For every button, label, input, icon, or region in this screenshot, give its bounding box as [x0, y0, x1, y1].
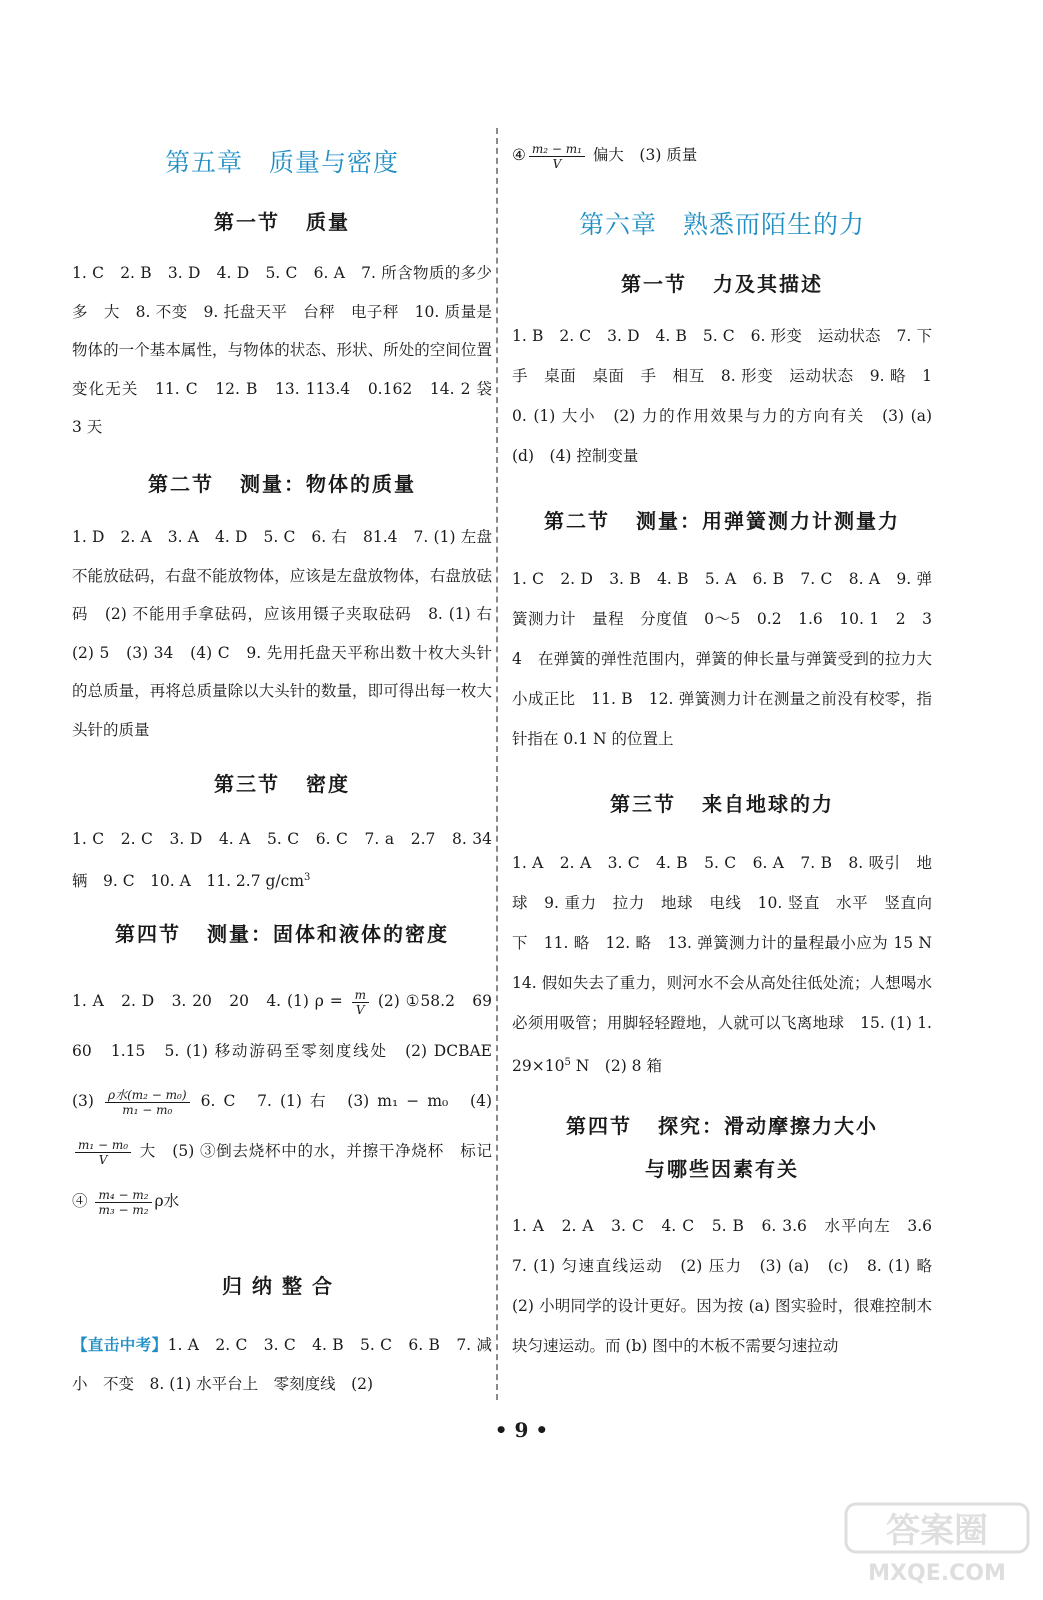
chapter-5-title: 第五章 质量与密度	[164, 148, 399, 177]
watermark-top-text: 答案圈	[886, 1511, 988, 1551]
section-answers: 1. B 2. C 3. D 4. B 5. C 6. 形变 运动状态 7. 下 手 桌面 桌面 手 相互 8. 形变 运动状态 9. 略 10. (1) 大小 (2) 力的作用效果与力的方向有关 (3) (a) (d) (4) 控制变量	[512, 327, 948, 465]
column-divider	[496, 128, 498, 1400]
page-number: • 9 •	[494, 1418, 549, 1442]
watermark-logo	[842, 1498, 1032, 1588]
summary-heading: 归纳整合	[222, 1274, 342, 1298]
fraction: $\frac{\text{m₄ − m₂}}{\text{m₃ − m₂}}$	[95, 1188, 151, 1217]
section-heading-line2: 与哪些因素有关	[645, 1157, 799, 1181]
fraction: $\frac{\text{m₁ − m₀}}{V}$	[75, 1138, 131, 1167]
watermark-bottom-text: MXQE.COM	[868, 1561, 1006, 1586]
chapter-6-title: 第六章 熟悉而陌生的力	[578, 210, 865, 239]
section-heading: 第四节 测量：固体和液体的密度	[115, 922, 449, 946]
section-heading: 第四节 探究：滑动摩擦力大小	[566, 1114, 878, 1138]
fraction: $\frac{\text{ρ水(m₂ − m₀)}}{\text{m₁ − m₀}}$	[105, 1088, 189, 1117]
section-answers: 1. A 2. A 3. C 4. C 5. B 6. 3.6 水平向左 3.6 7. (1) 匀速直线运动 (2) 压力 (3) (a) (c) 8. (1) 略 (2) 小明同学的设计更好。因为按 (a) 图实验时，很难控制木块匀速运动。而 (b) 图中的木板不需要匀速拉动	[512, 1217, 948, 1355]
fraction: $\frac{\text{m₂ − m₁}}{V}$	[529, 142, 585, 171]
section-answers: 1. A 2. D 3. 20 20 4. (1) ρ = $\frac{m}{V}$ (2) ①58.2 69 60 1.15 5. (1) 移动游码至零刻度线处 (2) DCBAE (3) $\frac{\text{ρ水(m₂ − m₀)}}{\text{m₁ − m₀}}$ 6. C 7. (1) 右 (3) m₁ − m₀ (4) $\frac{\text{m₁ − m₀}}{V}$ 大 (5) ③倒去烧杯中的水，并擦干净烧杯 标记 ④ $\frac{\text{m₄ − m₂}}{\text{m₃ − m₂}}$ ρ水	[72, 987, 508, 1217]
continued-answers: ④ $\frac{\text{m₂ − m₁}}{V}$ 偏大 (3) 质量	[512, 141, 698, 171]
section-heading: 第三节 来自地球的力	[610, 792, 834, 816]
exam-tag: 【直击中考】	[72, 1335, 168, 1354]
section-heading: 第二节 测量：物体的质量	[148, 472, 416, 496]
section-heading: 第三节 密度	[214, 772, 350, 796]
section-answers: 1. C 2. B 3. D 4. D 5. C 6. A 7. 所含物质的多少 多 大 8. 不变 9. 托盘天平 台秤 电子秤 10. 质量是物体的一个基本属性，与物体的状态、形状、所处的空间位置变化无关 11. C 12. B 13. 113.4 0.162 14. 2 袋 3 天	[72, 264, 508, 436]
section-answers: 1. C 2. D 3. B 4. B 5. A 6. B 7. C 8. A 9. 弹簧测力计 量程 分度值 0～5 0.2 1.6 10. 1 2 3 4 在弹簧的弹性范围内，弹簧的伸长量与弹簧受到的拉力大小成正比 11. B 12. 弹簧测力计在测量之前没有校零，指针指在 0.1 N 的位置上	[512, 570, 948, 748]
section-heading: 第一节 质量	[214, 210, 350, 234]
section-heading: 第二节 测量：用弹簧测力计测量力	[544, 509, 900, 533]
section-answers: 1. A 2. A 3. C 4. B 5. C 6. A 7. B 8. 吸引 地球 9. 重力 拉力 地球 电线 10. 竖直 水平 竖直向下 11. 略 12. 略 13. 弹簧测力计的量程最小应为 15 N 14. 假如失去了重力，则河水不会从高处往低处流；人想喝水必须用吸管；用脚轻轻蹬地，人就可以飞离地球 15. (1) $1.29\times 10^5$ N (2) 8 箱	[512, 854, 948, 1076]
section-answers: 1. D 2. A 3. A 4. D 5. C 6. 右 81.4 7. (1) 左盘不能放砝码，右盘不能放物体，应该是左盘放物体，右盘放砝码 (2) 不能用手拿砝码，应该用镊子夹取砝码 8. (1) 右 (2) 5 (3) 34 (4) C 9. 先用托盘天平称出数十枚大头针的总质量，再将总质量除以大头针的数量，即可得出每一枚大头针的质量	[72, 528, 508, 739]
summary-answers: 【直击中考】1. A 2. C 3. C 4. B 5. C 6. B 7. 减小 不变 8. (1) 水平台上 零刻度线 (2)	[72, 1335, 492, 1393]
section-answers: 1. C 2. C 3. D 4. A 5. C 6. C 7. a 2.7 8. 34 辆 9. C 10. A 11. 2.7 $g/cm^3$	[72, 830, 492, 890]
fraction: $\frac{m}{V}$	[352, 988, 369, 1017]
section-heading: 第一节 力及其描述	[621, 272, 823, 296]
